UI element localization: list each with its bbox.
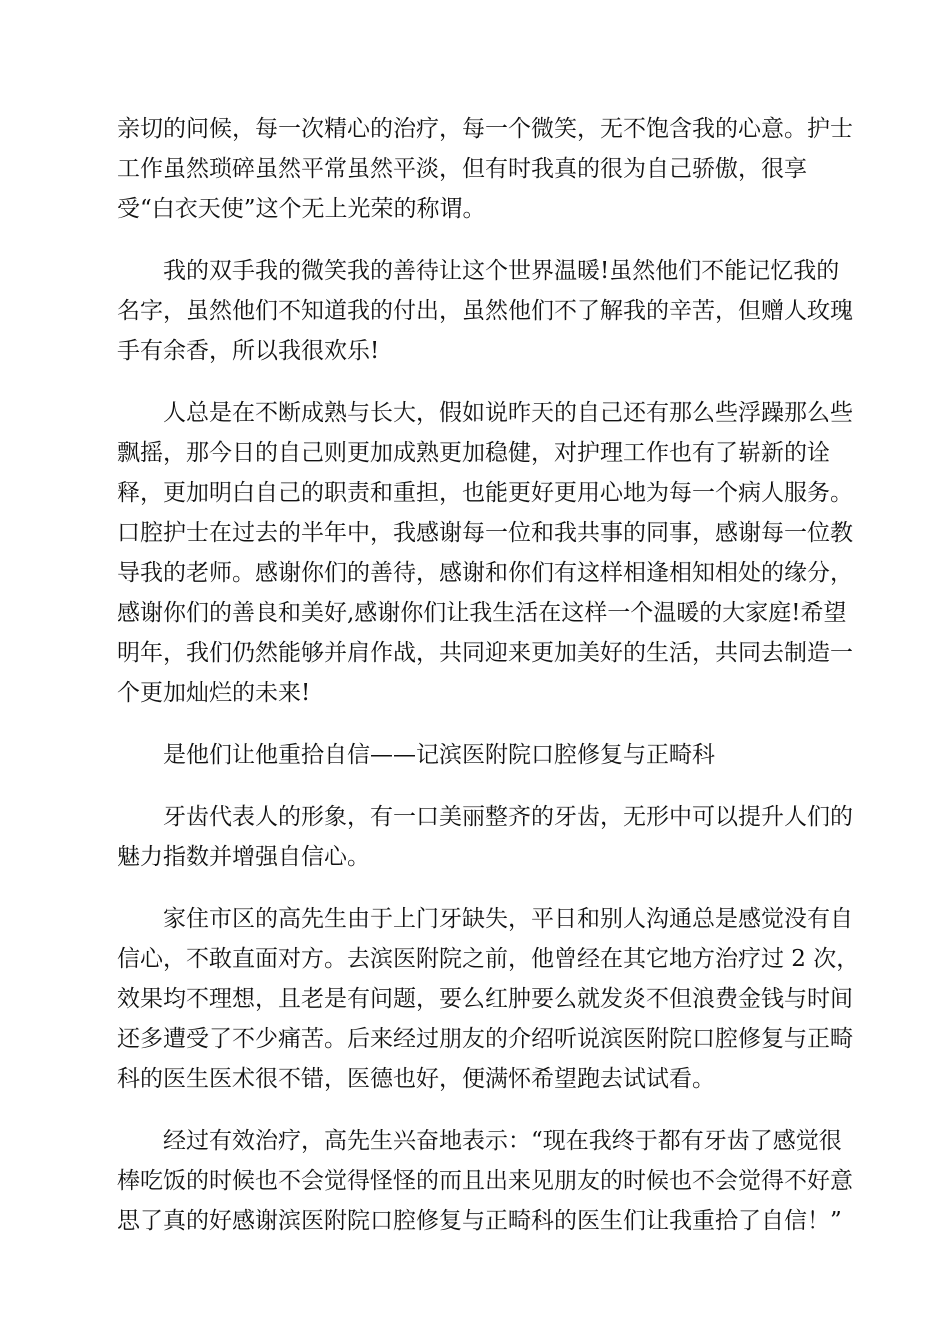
paragraph (117, 797, 853, 877)
text-line: 棒吃饭的时候也不会觉得怪怪的而且出来见朋友的时候也不会觉得不好意 (117, 1168, 853, 1194)
text-line: 思了真的好感谢滨医附院口腔修复与正畸科的医生们让我重拾了自信！” (117, 1208, 842, 1234)
text-line: 科的医生医术很不错，医德也好，便满怀希望跑去试试看。 (117, 1066, 715, 1092)
text-line: 人总是在不断成熟与长大，假如说昨天的自己还有那么些浮躁那么些 (163, 400, 853, 426)
text-line: 魅力指数并增强自信心。 (117, 844, 370, 870)
text-line: 家住市区的高先生由于上门牙缺失，平日和别人沟通总是感觉没有自 (163, 906, 853, 932)
heading-text: 是他们让他重拾自信——记滨医附院口腔修复与正畸科 (163, 742, 715, 768)
section-heading (117, 735, 833, 775)
document-body (117, 109, 860, 1263)
text-line: 我的双手我的微笑我的善待让这个世界温暖!虽然他们不能记忆我的 (163, 258, 840, 284)
text-line: 还多遭受了不少痛苦。后来经过朋友的介绍听说滨医附院口腔修复与正畸 (117, 1026, 853, 1052)
text-line: 手有余香，所以我很欢乐! (117, 338, 380, 364)
paragraph (117, 109, 853, 229)
text-line: 工作虽然琐碎虽然平常虽然平淡，但有时我真的很为自己骄傲，很享 (117, 156, 807, 182)
text-line: 感谢你们的善良和美好,感谢你们让我生活在这样一个温暖的大家庭!希望 (117, 600, 847, 626)
paragraph (117, 1121, 853, 1241)
text-line: 亲切的问候，每一次精心的治疗，每一个微笑，无不饱含我的心意。护士 (117, 116, 853, 142)
paragraph (117, 393, 853, 713)
text-line: 效果均不理想，且老是有问题，要么红肿要么就发炎不但浪费金钱与时间 (117, 986, 853, 1012)
text-line: 经过有效治疗，高先生兴奋地表示：“现在我终于都有牙齿了感觉很 (163, 1128, 842, 1154)
text-line: 名字，虽然他们不知道我的付出，虽然他们不了解我的辛苦，但赠人玫瑰 (117, 298, 853, 324)
text-line: 信心，不敢直面对方。去滨医附院之前，他曾经在其它地方治疗过 2 次， (117, 946, 860, 972)
text-line: 释，更加明白自己的职责和重担，也能更好更用心地为每一个病人服务。 (117, 480, 853, 506)
paragraph (117, 899, 860, 1099)
text-line: 明年，我们仍然能够并肩作战，共同迎来更加美好的生活，共同去制造一 (117, 640, 853, 666)
text-line: 受“白衣天使”这个无上光荣的称谓。 (117, 196, 486, 222)
text-line: 飘摇，那今日的自己则更加成熟更加稳健，对护理工作也有了崭新的诠 (117, 440, 830, 466)
text-line: 个更加灿烂的未来! (117, 680, 311, 706)
text-line: 牙齿代表人的形象，有一口美丽整齐的牙齿，无形中可以提升人们的 (163, 804, 853, 830)
paragraph (117, 251, 853, 371)
text-line: 口腔护士在过去的半年中，我感谢每一位和我共事的同事，感谢每一位教 (117, 520, 853, 546)
text-line: 导我的老师。感谢你们的善待，感谢和你们有这样相逢相知相处的缘分， (117, 560, 853, 586)
